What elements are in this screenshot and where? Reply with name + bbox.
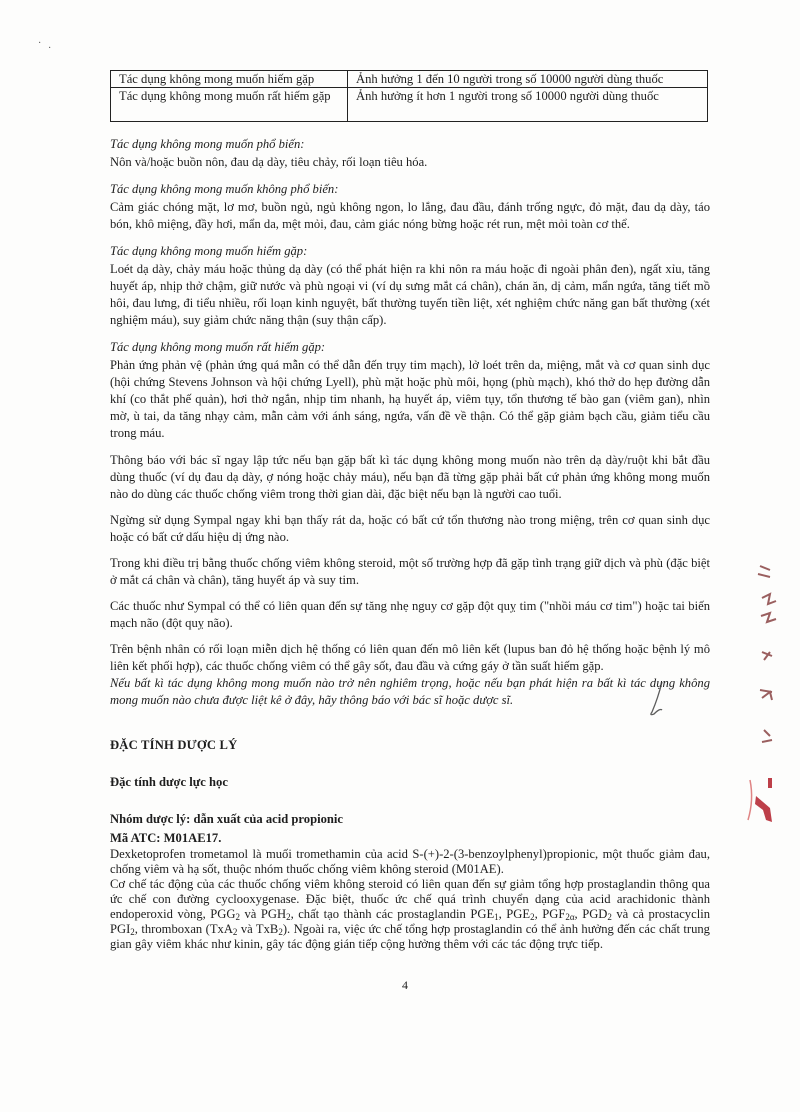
section-very-rare xyxy=(110,339,710,442)
section-text: Nôn và/hoặc buồn nôn, đau dạ dày, tiêu chảy, rối loạn tiêu hóa. xyxy=(110,155,428,169)
pharmacology-text xyxy=(110,847,710,952)
section-heading: Tác dụng không mong muốn rất hiếm gặp: xyxy=(110,340,326,354)
text-run: , chất tạo thành các prostaglandin PGE xyxy=(290,907,495,921)
text-run: , thromboxan (TxA xyxy=(134,922,233,936)
text-run: , PGD xyxy=(574,907,608,921)
section-text: Phản ứng phản vệ (phản ứng quá mẫn có thể dẫn đến trụy tim mạch), lở loét trên da, miệng, mắt và cơ quan sinh dục (hội chứng Stevens Johnson và hội chứng Lyell), phù mặt hoặc phù môi, họng (phù mạch), khó thở do hẹp đường dẫn khí (co thắt phế quản), hơi thở ngắn, nhịp tim nhanh, hạ huyết áp, viêm tụy, tổn thương tế bào gan (viêm gan), nhìn mờ, ù tai, da tăng nhạy cảm, mẫn cảm với ánh sáng, ngứa, vấn đề về thận. Có thể gặp giảm bạch cầu, giảm tiểu cầu trong máu. xyxy=(110,358,710,440)
handwritten-check-mark xyxy=(640,680,670,720)
text-run: và cả prostacyclin PGI xyxy=(110,907,710,936)
section-common xyxy=(110,136,710,171)
section-text: Cảm giác chóng mặt, lơ mơ, buồn ngủ, ngủ không ngon, lo lắng, đau đầu, đánh trống ngực, đỏ mặt, đau dạ dày, táo bón, khô miệng, đầy hơi, mẩn da, mệt mỏi, đau, cảm giác nóng bừng hoặc rét run, mệt mỏi toàn cơ thể. xyxy=(110,200,710,231)
paragraph-cardio-risk: Các thuốc như Sympal có thể có liên quan đến sự tăng nhẹ nguy cơ gặp đột quỵ tim ("nhồi máu cơ tim") hoặc tai biến mạch não (đột quỵ não). xyxy=(110,599,710,630)
paragraph-immune-disorder: Trên bệnh nhân có rối loạn miễn dịch hệ thống có liên quan đến mô liên kết (lupus ban đỏ hệ thống hoặc bệnh lý mô liên kết phối hợp), các thuốc chống viêm có thể gây sốt, đau đầu và cứng gáy ở tần suất hiếm gặp. xyxy=(110,642,710,673)
table-row xyxy=(111,71,708,88)
section-text: Loét dạ dày, chảy máu hoặc thủng dạ dày (có thể phát hiện ra khi nôn ra máu hoặc đi ngoài phân đen), ngất xỉu, tăng huyết áp, nhịp thở chậm, giữ nước và phù ngoại vi (ví dụ sưng mắt cá chân), chán ăn, dị cảm, mẩn ngứa, tăng tiết mồ hôi, đau lưng, đi tiểu nhiều, rối loạn kinh nguyệt, bất thường tuyến tiền liệt, xét nghiệm chức năng gan bất thường (xét nghiệm máu), suy giảm chức năng thận (suy thận cấp). xyxy=(110,262,710,327)
text-run: , PGF xyxy=(534,907,566,921)
section-heading: Tác dụng không mong muốn hiếm gặp: xyxy=(110,244,308,258)
text-run: và TxB xyxy=(237,922,279,936)
paragraph-fluid-retention: Trong khi điều trị bằng thuốc chống viêm không steroid, một số trường hợp đã gặp tình trạng giữ dịch và phù (đặc biệt ở mắt cá chân và chân), tăng huyết áp và suy tim. xyxy=(110,556,710,587)
paragraph-dexketoprofen: Dexketoprofen trometamol là muối tromethamin của acid S-(+)-2-(3-benzoylphenyl)propionic, một thuốc giảm đau, chống viêm và hạ sốt, thuộc nhóm thuốc chống viêm không steroid (M01AE). xyxy=(110,847,710,876)
section-title-pharmacology: ĐẶC TÍNH DƯỢC LÝ xyxy=(110,738,238,752)
frequency-table xyxy=(110,70,708,122)
text-run: Cơ chế tác động của các thuốc chống viêm không steroid có liên quan đến sự giảm tổng hợp prostaglandin thông qua ức chế con đường cyclooxygenase. Đặc biệt, thuốc ức chế quá trình chuyển dạng của acid arachidonic thành endoperoxid vòng, PGG xyxy=(110,877,710,921)
subscript: 2 xyxy=(530,912,535,922)
table-row xyxy=(111,88,708,122)
subscript: 2 xyxy=(130,927,135,937)
subscript: 2 xyxy=(232,927,238,937)
pharmacological-group: Nhóm dược lý: dẫn xuất của acid propionic xyxy=(110,812,343,826)
filing-stamp-mark xyxy=(742,560,792,840)
subscript: 2 xyxy=(607,912,612,922)
table-cell-frequency: Ảnh hưởng ít hơn 1 người trong số 10000 người dùng thuốc xyxy=(348,88,708,122)
text-run: , PGE xyxy=(498,907,531,921)
subsection-title-pharmacodynamics: Đặc tính dược lực học xyxy=(110,775,228,789)
document-body xyxy=(110,136,710,952)
page-number: 4 xyxy=(402,978,408,992)
table-cell-category: Tác dụng không mong muốn rất hiếm gặp xyxy=(111,88,348,122)
paragraph-mechanism xyxy=(110,877,710,952)
text-run: và PGH xyxy=(239,907,287,921)
scan-speck: · xyxy=(48,43,52,54)
subscript: 2α xyxy=(565,912,575,922)
subscript: 2 xyxy=(286,912,291,922)
paragraph-stop-use: Ngừng sử dụng Sympal ngay khi bạn thấy rát da, hoặc có bất cứ tổn thương nào trong miệng, trên cơ quan sinh dục hoặc có bất cứ dấu hiệu dị ứng nào. xyxy=(110,513,710,544)
subscript: 2 xyxy=(278,927,283,937)
table-cell-category: Tác dụng không mong muốn hiếm gặp xyxy=(111,71,348,88)
scan-speck: · xyxy=(38,38,42,49)
section-uncommon xyxy=(110,181,710,233)
text-run: ). Ngoài ra, việc ức chế tổng hợp prostaglandin có thể ảnh hưởng đến các chất trung gian gây viêm khác như kinin, gây tác động gián tiếp cộng hưởng thêm với các tác động trực tiếp. xyxy=(110,922,710,951)
section-heading: Tác dụng không mong muốn phổ biến: xyxy=(110,137,305,151)
section-rare xyxy=(110,243,710,329)
italic-note: Nếu bất kì tác dụng không mong muốn nào trở nên nghiêm trọng, hoặc nếu bạn phát hiện ra bất kì tác dụng không mong muốn nào chưa được liệt kê ở đây, hãy thông báo với bác sĩ hoặc dược sĩ. xyxy=(110,676,710,707)
table-cell-frequency: Ảnh hưởng 1 đến 10 người trong số 10000 người dùng thuốc xyxy=(348,71,708,88)
subscript: 2 xyxy=(235,912,240,922)
atc-code: Mã ATC: M01AE17. xyxy=(110,831,222,845)
paragraph-notify-doctor: Thông báo với bác sĩ ngay lập tức nếu bạn gặp bất kì tác dụng không mong muốn nào trên dạ dày/ruột khi bắt đầu dùng thuốc (ví dụ đau dạ dày, ợ nóng hoặc chảy máu), nếu bạn đã từng gặp phải bất cứ phản ứng không mong muốn nào do dùng các thuốc chống viêm trong thời gian dài, đặc biệt nếu bạn là người cao tuổi. xyxy=(110,453,710,501)
subscript: 1 xyxy=(494,912,499,922)
section-heading: Tác dụng không mong muốn không phổ biến: xyxy=(110,182,339,196)
